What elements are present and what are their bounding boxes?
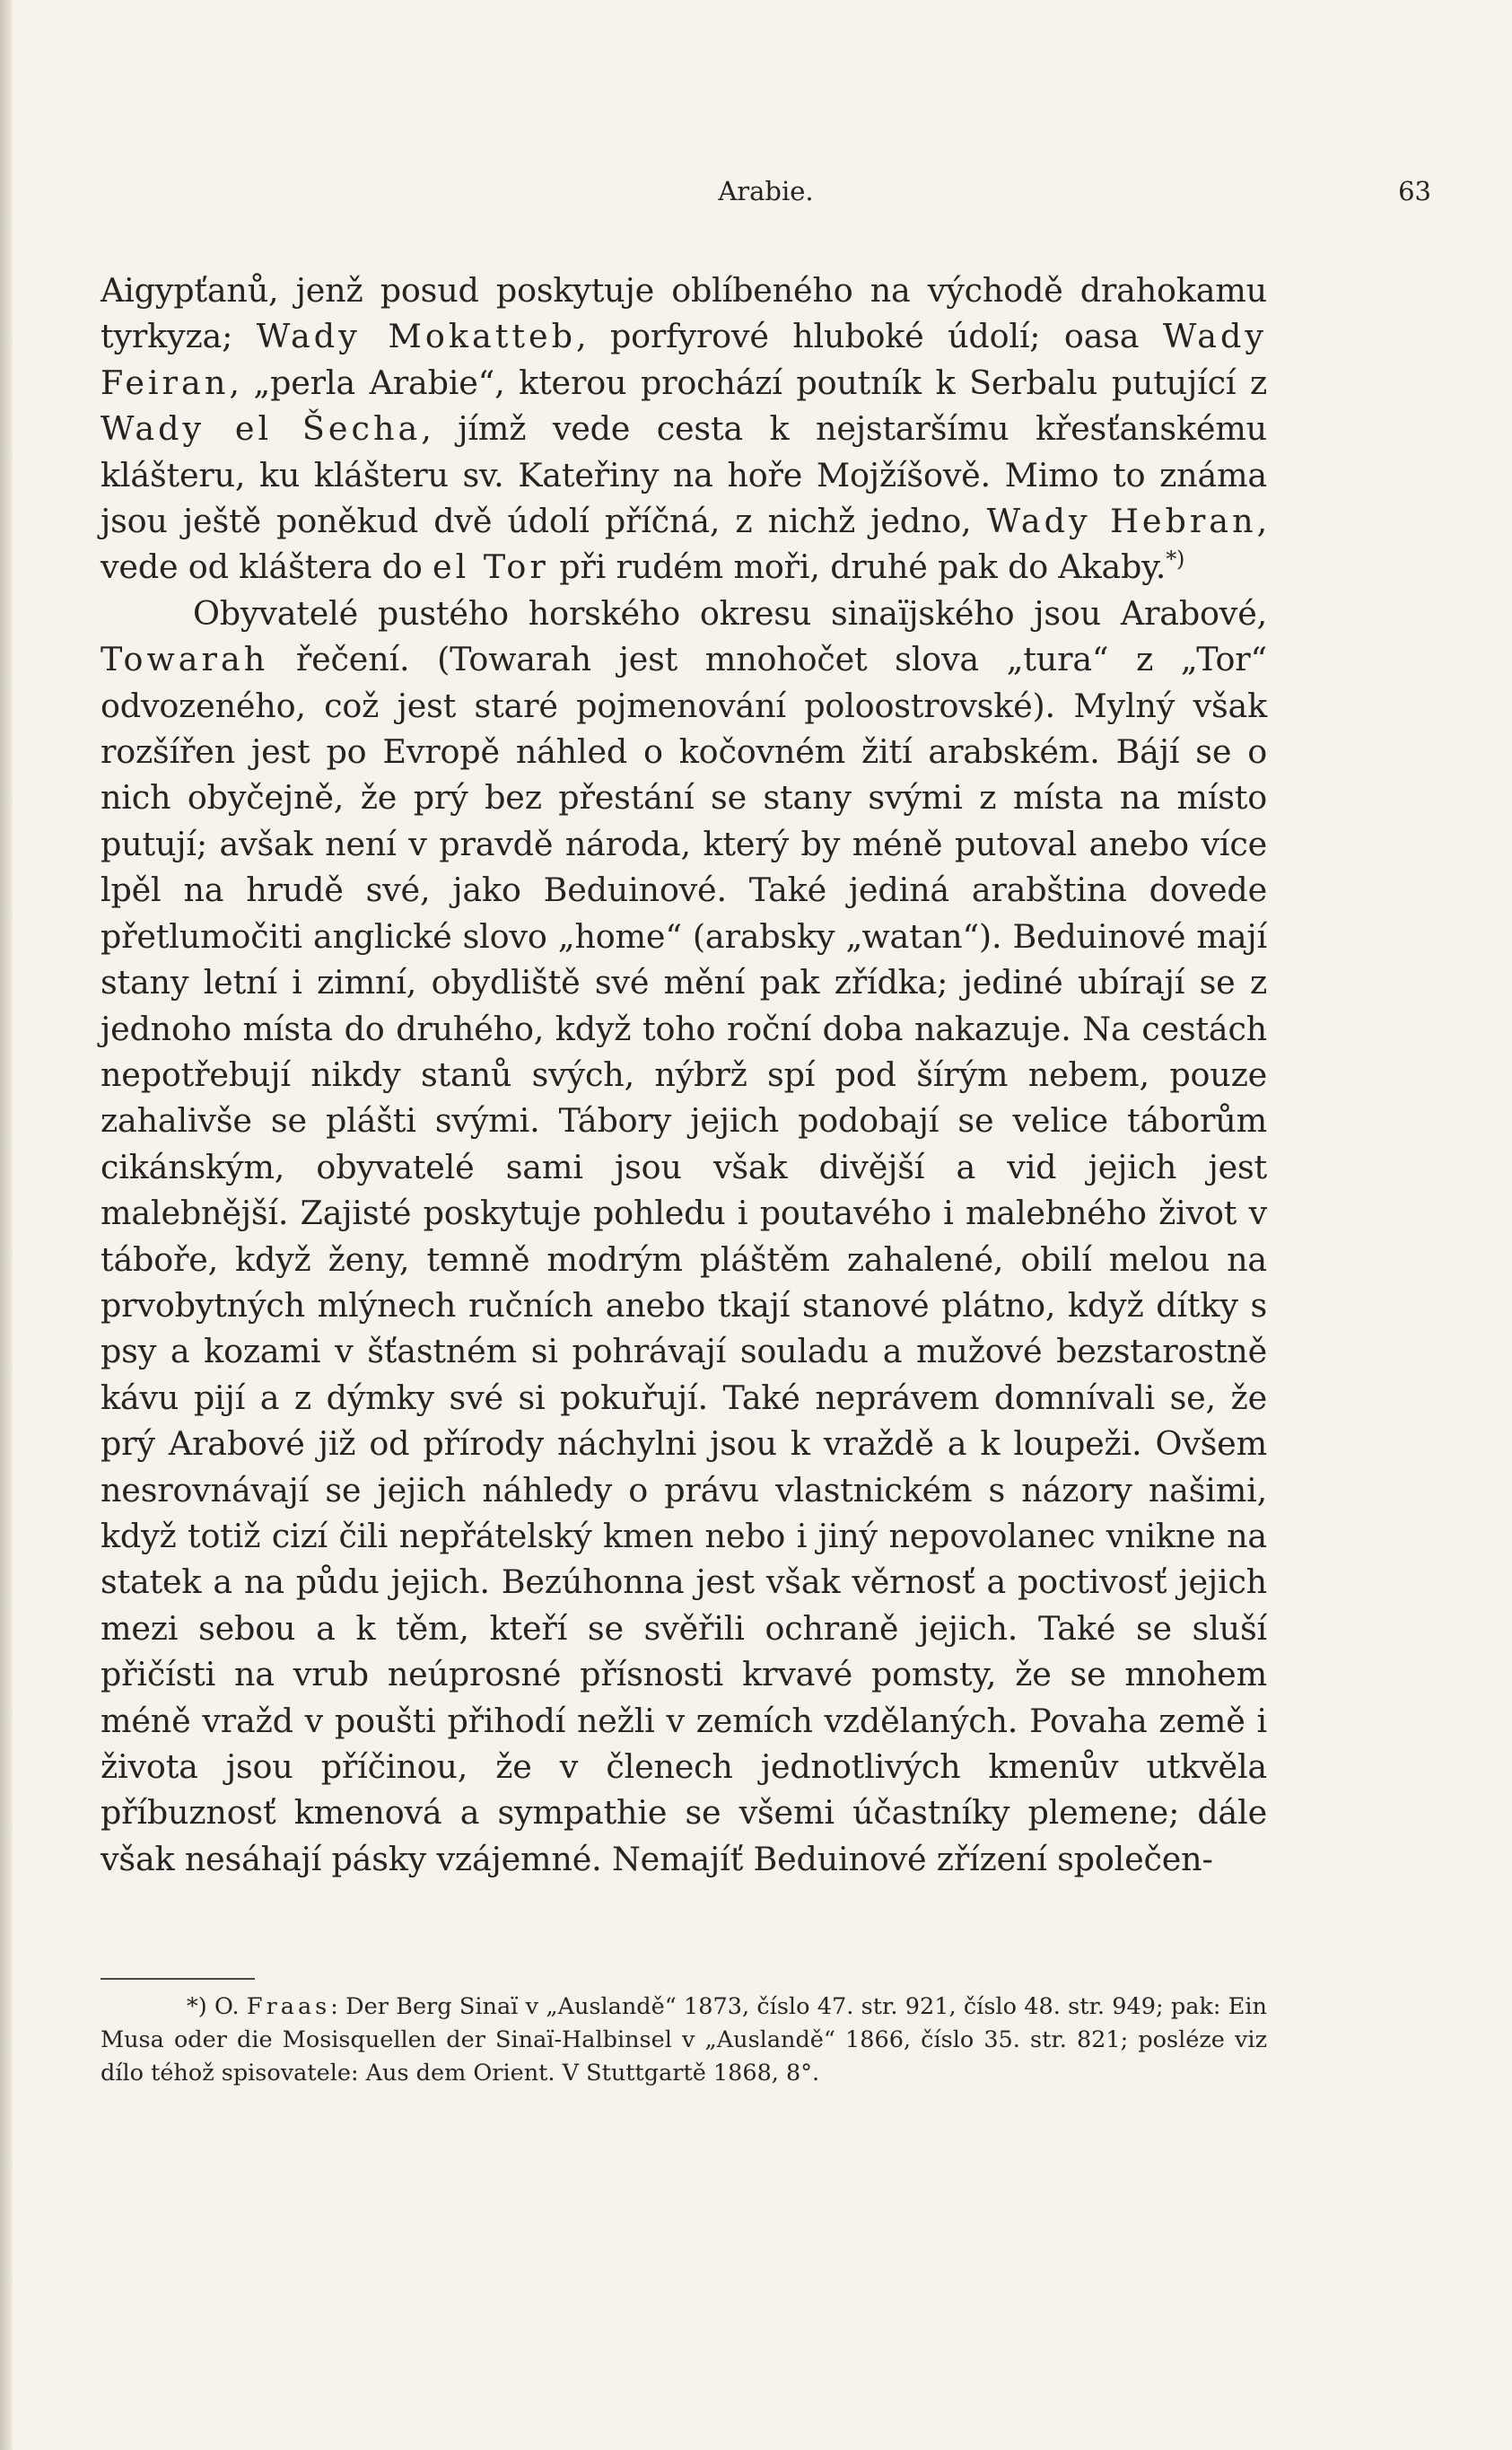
text-run: Obyvatelé pustého horského okresu sinaïjského jsou Arabové, [193,593,1267,633]
footnote-marker: *) O. [187,1993,247,2020]
text-run: , vede od kláštera do [101,502,1267,587]
main-text [101,267,1267,1882]
place-name: Wady el Šecha [101,409,422,449]
place-name: Wady Hebran [986,502,1257,541]
running-title: Arabie. [718,176,814,206]
page-number: 63 [1398,176,1431,206]
text-run: , porfyrové hluboké údolí; oasa [576,317,1163,356]
footnote-body: : Der Berg Sinaï v „Auslandě“ 1873, číslo 47. str. 921, číslo 48. str. 949; pak: Ein Musa oder die Mosisquellen der Sinaï-Halbinsel v „Auslandě“ 1866, číslo 35. str. 821; posléze viz dílo téhož spisovatele: Aus dem Orient. V Stuttgartě 1868, 8°. [101,1993,1267,2087]
place-name: Wady Mokatteb [256,317,577,356]
text-run: , jímž vede cesta k nejstaršímu křesťanskému klášteru, ku klášteru sv. Kateřiny na hoře Mojžíšově. Mimo to známa jsou ještě poněkud dvě údolí příčná, z nichž jedno, [101,409,1267,541]
text-run: při rudém moři, druhé pak do Akaby. [548,547,1167,587]
page-binding-edge [0,0,13,2450]
text-run: , „perla Arabie“, kterou prochází poutník k Serbalu putující z [229,363,1267,402]
paragraph-2 [101,591,1267,1882]
paragraph-1 [101,267,1267,591]
running-header [101,176,1431,221]
footnote-text [101,1991,1267,2090]
text-run: Aigypťanů, jenž posud poskytuje oblíbeného na východě drahokamu tyrkyza; [101,271,1267,356]
place-name: el Tor [433,547,549,587]
footnote-reference[interactable]: *) [1166,547,1185,573]
footnote-divider [101,1978,255,1980]
place-name: Wady Feiran [101,317,1267,402]
text-run: řečení. (Towarah jest mnohočet slova „tura“ z „Tor“ odvozeného, což jest staré pojmenování poloostrovské). Mylný však rozšířen jest po Evropě náhled o kočovném žití arabském. Bájí se o nich obyčejně, že prý bez přestání se stany svými z místa na místo putují; avšak není v pravdě národa, který by méně putoval anebo více lpěl na hrudě své, jako Beduinové. Také jediná arabština dovede přetlumočiti anglické slovo „home“ (arabsky „watan“). Beduinové mají stany letní i zimní, obydliště své mění pak zřídka; jediné ubírají se z jednoho místa do druhého, když toho roční doba nakazuje. Na cestách nepotřebují nikdy stanů svých, nýbrž spí pod šírým nebem, pouze zahalivše se plášti svými. Tábory jejich podobají se velice táborům cikánským, obyvatelé sami jsou však divější a vid jejich jest malebnější. Zajisté poskytuje pohledu i poutavého i malebného život v táboře, když ženy, temně modrým pláštěm zahalené, obilí melou na prvobytných mlýnech ručních anebo tkají stanové plátno, když dítky s psy a kozami v šťastném si pohrávají souladu a mužové bezstarostně kávu pijí a z dýmky své si pokuřují. Také neprávem domnívali se, že prý Arabové již od přírody náchylni jsou k vraždě a k loupeži. Ovšem nesrovnávají se jejich náhledy o právu vlastnickém s názory našimi, když totiž cizí čili nepřátelský kmen nebo i jiný nepovolanec vnikne na statek a na půdu jejich. Bezúhonna jest však věrnosť a poctivosť jejich mezi sebou a k těm, kteří se svěřili ochraně jejich. Také se sluší přičísti na vrub neúprosné přísnosti krvavé pomsty, že se mnohem méně vražd v poušti přihodí nežli v zemích vzdělaných. Povaha země i života jsou příčinou, že v členech jednotlivých kmenův utkvěla příbuznosť kmenová a sympathie se všemi účastníky plemene; dále však nesáhají pásky vzájemné. Nemajíť Beduinové zřízení společen- [101,640,1267,1878]
footnote [101,1991,1267,2090]
tribe-name: Towarah [101,640,269,679]
footnote-author: Fraas [246,1993,331,2020]
